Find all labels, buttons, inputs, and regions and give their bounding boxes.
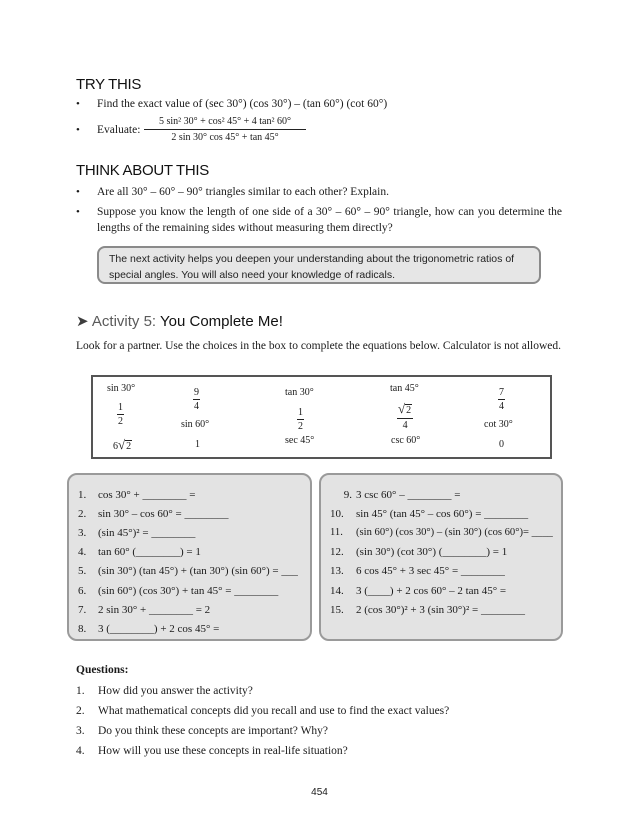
equation-3: 3. (sin 45°)² = ________	[78, 527, 196, 539]
equation-5: 5. (sin 30°) (tan 45°) + (tan 30°) (sin 60°) = ___	[78, 565, 298, 577]
fraction-numerator: 5 sin² 30° + cos² 45° + 4 tan² 60°	[144, 116, 306, 130]
equation-14: 14. 3 (____) + 2 cos 60° – 2 tan 45° =	[330, 585, 507, 597]
choice-tan30: tan 30°	[285, 387, 314, 398]
choice-sec45: sec 45°	[285, 435, 315, 446]
arrow-icon: ➤	[76, 313, 89, 330]
bullet-icon: •	[76, 186, 80, 198]
choice-6-root-2: 6√2	[113, 437, 132, 452]
choice-cot30: cot 30°	[484, 419, 513, 430]
question-2: 2. What mathematical concepts did you recall and use to find the exact values?	[76, 705, 450, 717]
activity-title: You Complete Me!	[160, 313, 283, 330]
choice-one-half: $\frac{1}{2}$	[118, 402, 123, 427]
equation-8: 8. 3 (________) + 2 cos 45° =	[78, 623, 220, 635]
think-item-1: Are all 30° – 60° – 90° triangles similar to each other? Explain.	[97, 186, 389, 198]
bullet-icon: •	[76, 98, 80, 110]
try-this-heading: TRY THIS	[76, 76, 142, 93]
equations-box-left	[67, 473, 312, 641]
equation-7: 7. 2 sin 30° + ________ = 2	[78, 604, 211, 616]
question-4: 4. How will you use these concepts in real-life situation?	[76, 745, 348, 757]
equation-4: 4. tan 60° (________) = 1	[78, 546, 201, 558]
choice-root2-over-4: $\frac{√2}{4}$	[398, 401, 412, 431]
choice-seven-quarters: $\frac{7}{4}$	[499, 387, 504, 412]
try-this-item-2: Evaluate:	[97, 124, 141, 136]
equation-15: 15. 2 (cos 30°)² + 3 (sin 30°)² = ________	[330, 604, 525, 616]
equation-1: 1. cos 30° + ________ =	[78, 489, 196, 501]
questions-heading: Questions:	[76, 664, 129, 676]
bullet-icon: •	[76, 124, 80, 136]
think-about-this-heading: THINK ABOUT THIS	[76, 162, 210, 179]
equation-6: 6. (sin 60°) (cos 30°) + tan 45° = ________	[78, 585, 279, 597]
choice-sin60: sin 60°	[181, 419, 210, 430]
equation-13: 13. 6 cos 45° + 3 sec 45° = ________	[330, 565, 505, 577]
think-item-2: Suppose you know the length of one side of a 30° – 60° – 90° triangle, how can you determine the lengths of the remaining sides without measuring them directly?	[97, 206, 562, 234]
choice-csc60: csc 60°	[391, 435, 421, 446]
choice-one-half-b: $\frac{1}{2}$	[298, 407, 303, 432]
info-note-box: The next activity helps you deepen your understanding about the trigonometric ratios of special angles. You will also need your knowledge of radicals.	[97, 246, 541, 284]
fraction-denominator: 2 sin 30° cos 45° + tan 45°	[171, 132, 279, 143]
question-1: 1. How did you answer the activity?	[76, 685, 253, 697]
choice-one: 1	[195, 439, 200, 450]
equation-12: 12. (sin 30°) (cot 30°) (________) = 1	[330, 546, 508, 558]
question-3: 3. Do you think these concepts are important? Why?	[76, 725, 329, 737]
try-this-item-1: Find the exact value of (sec 30°) (cos 30°) – (tan 60°) (cot 60°)	[97, 98, 388, 110]
choices-box	[91, 375, 552, 459]
page-number: 454	[311, 787, 328, 798]
choice-nine-quarters: $\frac{9}{4}$	[194, 387, 199, 412]
equations-box-right	[319, 473, 563, 641]
bullet-icon: •	[76, 206, 80, 218]
activity-heading	[76, 312, 283, 330]
equation-9: 9. 3 csc 60° – ________ =	[343, 489, 461, 501]
evaluate-fraction	[144, 116, 306, 143]
equation-2: 2. sin 30° – cos 60° = ________	[78, 508, 229, 520]
equation-11: 11. (sin 60°) (cos 30°) – (sin 30°) (cos 60°)= ____	[330, 527, 553, 538]
choice-zero: 0	[499, 439, 504, 450]
activity-intro: Look for a partner. Use the choices in the box to complete the equations below. Calculator is not allowed.	[76, 340, 561, 352]
equation-10: 10. sin 45° (tan 45° – cos 60°) = ________	[330, 508, 529, 520]
choice-tan45: tan 45°	[390, 383, 419, 394]
activity-label: Activity 5:	[91, 313, 157, 330]
choice-sin30: sin 30°	[107, 383, 136, 394]
